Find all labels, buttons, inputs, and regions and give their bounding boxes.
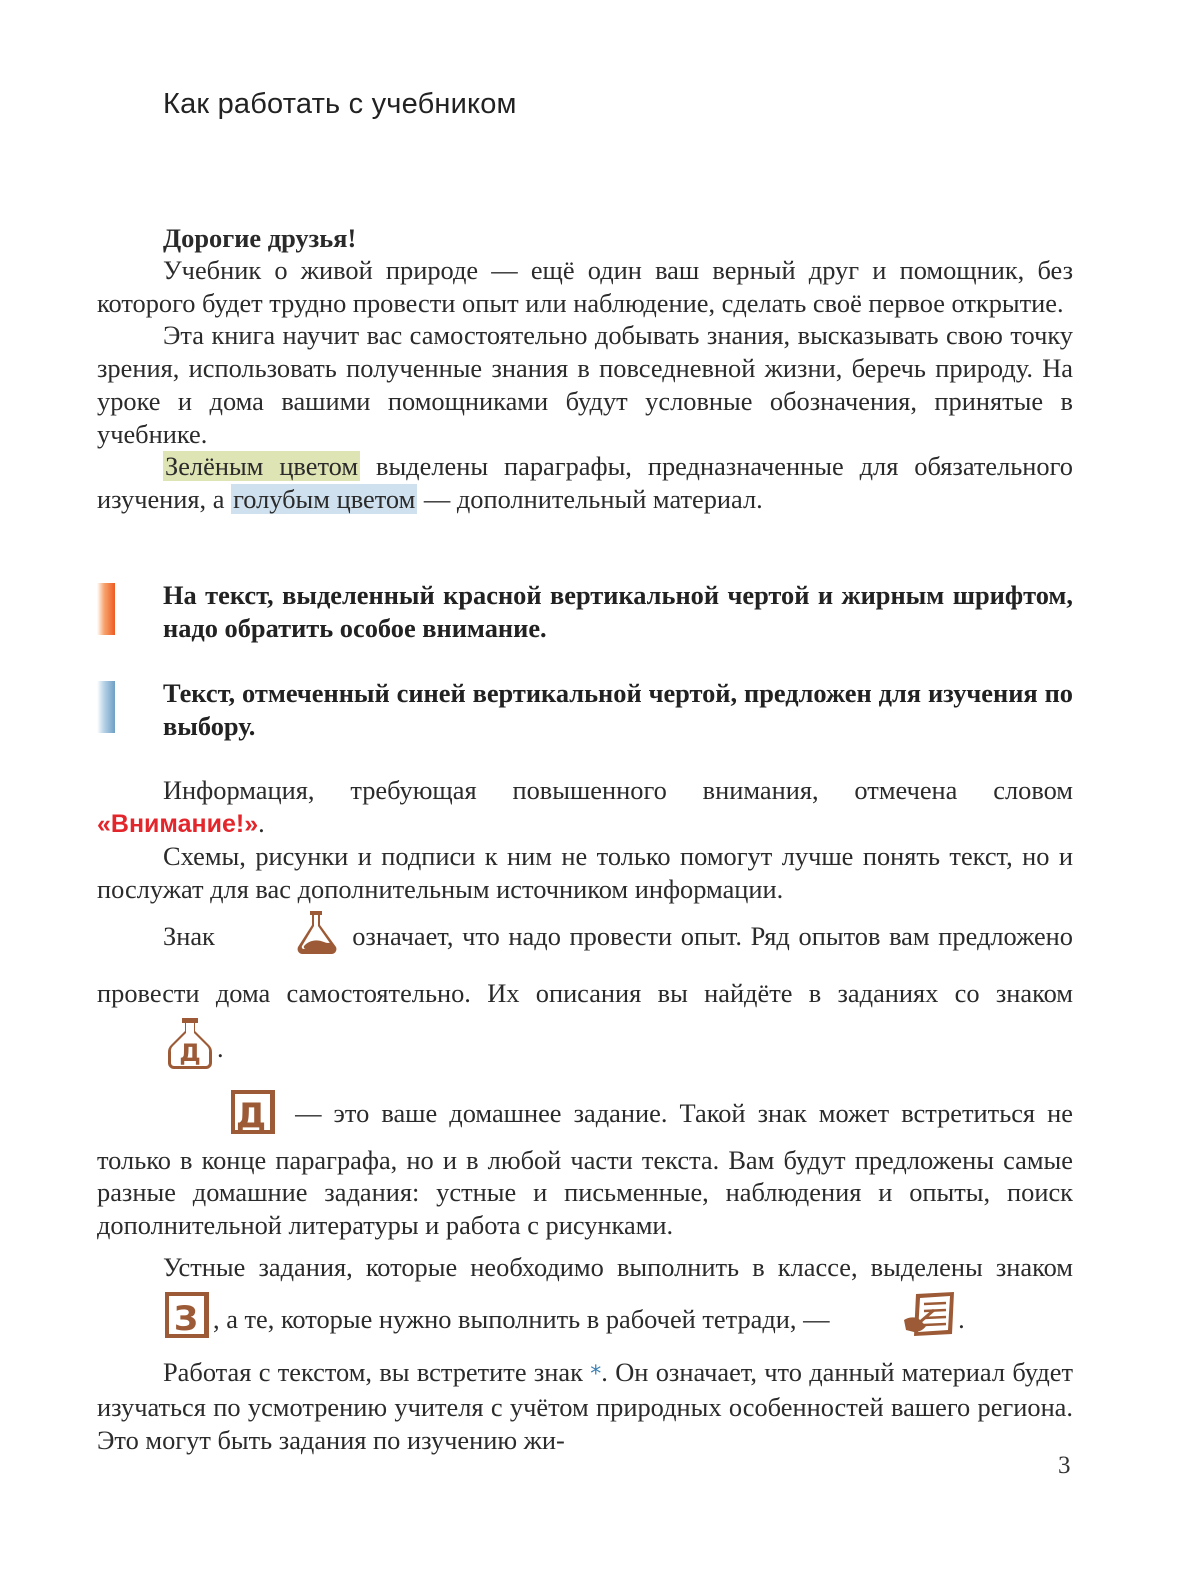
colors-text-1: выделены параграфы, предназначенные для обязательного изучения, а <box>97 451 1073 514</box>
workbook-icon <box>836 1290 958 1354</box>
regional-paragraph <box>97 1356 1073 1457</box>
flask-icon <box>224 908 344 970</box>
attention-paragraph <box>97 774 1073 840</box>
green-highlight-label: Зелёным цветом <box>163 451 360 481</box>
legend-section <box>97 774 1073 1457</box>
home-flask-icon <box>97 1016 217 1086</box>
attention-text: Информация, требующая повышенного внимания, отмечена словом <box>163 775 1073 805</box>
svg-text:Д: Д <box>179 1039 200 1067</box>
oral-start: Устные задания, которые необходимо выполнить в классе, выделены знаком <box>163 1252 1073 1282</box>
intro-paragraph-1: Учебник о живой природе — ещё один ваш верный друг и помощник, без которого будет трудно провести опыт или наблюдение, сделать своё первое открытие. <box>97 254 1073 319</box>
experiment-paragraph <box>97 908 1073 1086</box>
red-vertical-bar <box>97 583 115 635</box>
intro-section <box>97 254 1073 516</box>
experiment-end: . <box>217 1033 224 1063</box>
experiment-middle: означает, что надо провести опыт. Ряд опытов вам предложено провести дома самостоятельно. Их описания вы найдёте в заданиях со знаком <box>97 921 1073 1008</box>
blue-highlight-label: голубым цветом <box>231 484 417 514</box>
schemes-paragraph: Схемы, рисунки и подписи к ним не только помогут лучше понять текст, но и послужат для вас дополнительным источником информации. <box>97 840 1073 905</box>
blue-bar-block <box>97 677 1073 742</box>
homework-paragraph <box>97 1088 1073 1242</box>
svg-text:З: З <box>174 1299 198 1339</box>
blue-vertical-bar <box>97 681 115 733</box>
oral-task-icon <box>97 1290 213 1354</box>
page-title: Как работать с учебником <box>163 88 517 121</box>
oral-middle: , а те, которые нужно выполнить в рабочей тетради, — <box>213 1304 836 1334</box>
intro-paragraph-2: Эта книга научит вас самостоятельно добывать знания, высказывать свою точку зрения, использовать полученные знания в повседневной жизни, беречь природу. На уроке и дома вашими помощниками будут условные обозначения, принятые в учебнике. <box>97 319 1073 450</box>
oral-end: . <box>958 1304 965 1334</box>
experiment-start: Знак <box>163 921 224 951</box>
page-number: 3 <box>1058 1452 1071 1480</box>
attention-word: «Внимание!» <box>97 810 258 838</box>
asterisk-icon: * <box>590 1362 601 1387</box>
colors-paragraph <box>97 450 1073 515</box>
red-bar-block <box>97 579 1073 644</box>
homework-book-icon <box>163 1088 279 1144</box>
regional-end: . Он означает, что данный материал будет изучаться по усмотрению учителя с учётом природных особенностей вашего региона. Это могут быть задания по изучению жи- <box>97 1357 1073 1455</box>
greeting: Дорогие друзья! <box>163 222 356 255</box>
attention-end: . <box>258 808 265 838</box>
red-bar-text: На текст, выделенный красной вертикальной чертой и жирным шрифтом, надо обратить особое внимание. <box>163 579 1073 644</box>
oral-paragraph <box>97 1244 1073 1354</box>
regional-start: Работая с текстом, вы встретите знак <box>163 1357 590 1387</box>
colors-text-2: — дополнительный материал. <box>417 484 762 514</box>
svg-text:Д: Д <box>236 1096 266 1136</box>
homework-text: — это ваше домашнее задание. Такой знак может встретиться не только в конце параграфа, но и в любой части текста. Вам будут предложены самые разные домашние задания: устные и письменные, наблюдения и опыты, поиск дополнительной литературы и работа с рисунками. <box>97 1098 1073 1240</box>
blue-bar-text: Текст, отмеченный синей вертикальной чертой, предложен для изучения по выбору. <box>163 677 1073 742</box>
